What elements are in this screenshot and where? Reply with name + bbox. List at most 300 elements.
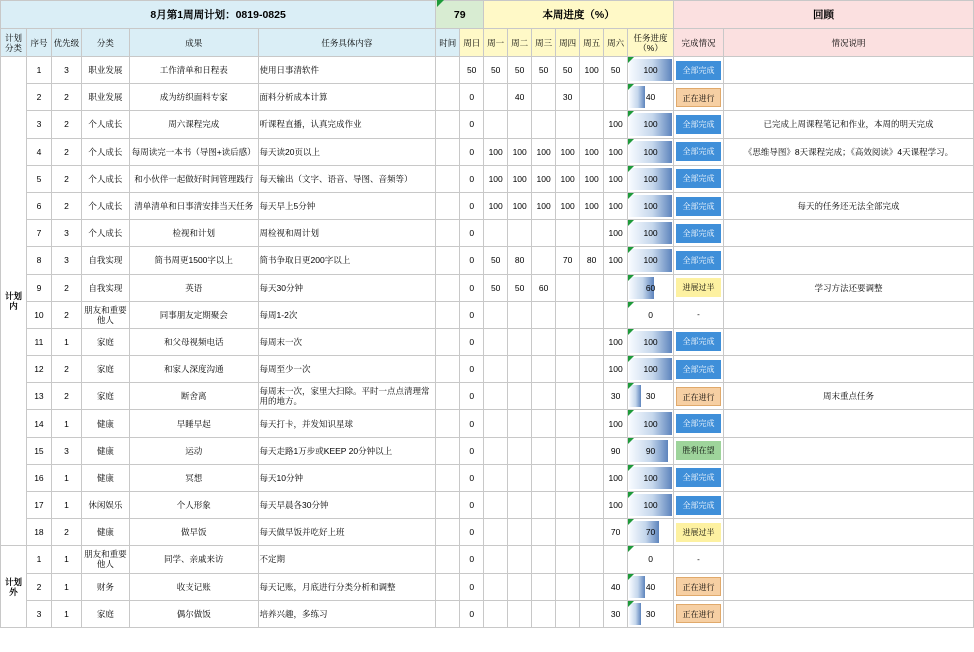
cell-day-tue[interactable]	[508, 600, 532, 627]
cell-day-mon[interactable]	[484, 84, 508, 111]
cell-priority[interactable]: 3	[51, 437, 81, 464]
cell-day-thu[interactable]	[556, 437, 580, 464]
cell-day-sat[interactable]: 70	[604, 519, 628, 546]
cell-day-mon[interactable]	[484, 546, 508, 573]
cell-result[interactable]: 个人形象	[129, 492, 258, 519]
cell-seq[interactable]: 4	[26, 138, 51, 165]
cell-day-thu[interactable]	[556, 111, 580, 138]
cell-day-sun[interactable]: 0	[460, 274, 484, 301]
cell-day-thu[interactable]: 100	[556, 192, 580, 219]
cell-category[interactable]: 职业发展	[81, 84, 129, 111]
cell-day-sat[interactable]: 100	[604, 111, 628, 138]
header-result[interactable]: 成果	[129, 29, 258, 57]
cell-notes[interactable]	[724, 84, 974, 111]
cell-completion[interactable]	[674, 57, 724, 84]
cell-day-tue[interactable]	[508, 356, 532, 383]
cell-day-wed[interactable]	[532, 220, 556, 247]
cell-day-fri[interactable]	[580, 573, 604, 600]
cell-completion[interactable]	[674, 464, 724, 491]
cell-time[interactable]	[436, 220, 460, 247]
cell-day-wed[interactable]: 60	[532, 274, 556, 301]
cell-result[interactable]: 清单清单和日事清安排当天任务	[129, 192, 258, 219]
cell-seq[interactable]: 16	[26, 464, 51, 491]
cell-day-sat[interactable]: 30	[604, 383, 628, 410]
cell-seq[interactable]: 5	[26, 165, 51, 192]
cell-priority[interactable]: 1	[51, 464, 81, 491]
cell-task-detail[interactable]: 周检视和周计划	[258, 220, 436, 247]
cell-time[interactable]	[436, 111, 460, 138]
cell-notes[interactable]: 周末重点任务	[724, 383, 974, 410]
cell-day-sun[interactable]: 0	[460, 437, 484, 464]
cell-day-mon[interactable]	[484, 356, 508, 383]
cell-priority[interactable]: 3	[51, 220, 81, 247]
cell-day-thu[interactable]	[556, 328, 580, 355]
cell-task-progress[interactable]	[628, 84, 674, 111]
cell-task-progress[interactable]	[628, 57, 674, 84]
cell-completion[interactable]	[674, 138, 724, 165]
cell-result[interactable]: 每周读完一本书（导图+读后感）	[129, 138, 258, 165]
cell-day-wed[interactable]	[532, 111, 556, 138]
cell-time[interactable]	[436, 328, 460, 355]
cell-seq[interactable]: 2	[26, 573, 51, 600]
header-category[interactable]: 分类	[81, 29, 129, 57]
cell-time[interactable]	[436, 464, 460, 491]
cell-category[interactable]: 家庭	[81, 383, 129, 410]
cell-task-progress[interactable]	[628, 328, 674, 355]
cell-notes[interactable]: 已完成上周课程笔记和作业，本周的明天完成	[724, 111, 974, 138]
header-completion[interactable]: 完成情况	[674, 29, 724, 57]
cell-day-thu[interactable]	[556, 301, 580, 328]
cell-category[interactable]: 个人成长	[81, 192, 129, 219]
cell-task-progress[interactable]	[628, 573, 674, 600]
cell-result[interactable]: 冥想	[129, 464, 258, 491]
cell-day-sat[interactable]	[604, 546, 628, 573]
cell-task-progress[interactable]	[628, 492, 674, 519]
cell-day-tue[interactable]	[508, 383, 532, 410]
cell-time[interactable]	[436, 410, 460, 437]
cell-day-tue[interactable]: 80	[508, 247, 532, 274]
cell-day-fri[interactable]	[580, 84, 604, 111]
cell-category[interactable]: 自我实现	[81, 247, 129, 274]
cell-day-fri[interactable]	[580, 519, 604, 546]
cell-time[interactable]	[436, 165, 460, 192]
cell-day-thu[interactable]	[556, 519, 580, 546]
cell-day-thu[interactable]: 100	[556, 138, 580, 165]
cell-task-progress[interactable]	[628, 111, 674, 138]
cell-day-tue[interactable]: 100	[508, 192, 532, 219]
cell-day-sun[interactable]: 0	[460, 301, 484, 328]
cell-day-sat[interactable]	[604, 84, 628, 111]
cell-day-sun[interactable]: 0	[460, 383, 484, 410]
cell-day-thu[interactable]: 30	[556, 84, 580, 111]
cell-priority[interactable]: 2	[51, 111, 81, 138]
cell-completion[interactable]	[674, 165, 724, 192]
cell-seq[interactable]: 1	[26, 57, 51, 84]
cell-task-detail[interactable]: 每天做早饭并吃好上班	[258, 519, 436, 546]
cell-completion[interactable]	[674, 274, 724, 301]
cell-day-wed[interactable]: 100	[532, 192, 556, 219]
cell-priority[interactable]: 2	[51, 356, 81, 383]
cell-day-mon[interactable]	[484, 464, 508, 491]
cell-day-tue[interactable]	[508, 546, 532, 573]
cell-result[interactable]: 周六课程完成	[129, 111, 258, 138]
cell-day-mon[interactable]: 100	[484, 138, 508, 165]
cell-time[interactable]	[436, 356, 460, 383]
cell-day-wed[interactable]	[532, 410, 556, 437]
cell-day-sun[interactable]: 0	[460, 84, 484, 111]
cell-seq[interactable]: 6	[26, 192, 51, 219]
cell-notes[interactable]	[724, 165, 974, 192]
cell-day-sat[interactable]: 100	[604, 410, 628, 437]
cell-day-thu[interactable]	[556, 274, 580, 301]
cell-task-detail[interactable]: 每周末一次，家里大扫除。平时一点点清理常用的地方。	[258, 383, 436, 410]
cell-day-tue[interactable]: 100	[508, 138, 532, 165]
section-label[interactable]: 计划内	[1, 57, 27, 546]
cell-notes[interactable]: 《思维导图》8天课程完成；《高效阅读》4天课程学习。	[724, 138, 974, 165]
cell-time[interactable]	[436, 546, 460, 573]
cell-notes[interactable]: 每天的任务还无法全部完成	[724, 192, 974, 219]
cell-category[interactable]: 自我实现	[81, 274, 129, 301]
cell-seq[interactable]: 1	[26, 546, 51, 573]
cell-task-progress[interactable]	[628, 165, 674, 192]
cell-day-tue[interactable]	[508, 573, 532, 600]
cell-result[interactable]: 工作清单和日程表	[129, 57, 258, 84]
cell-day-sun[interactable]: 50	[460, 57, 484, 84]
cell-day-fri[interactable]	[580, 111, 604, 138]
cell-time[interactable]	[436, 247, 460, 274]
cell-day-fri[interactable]	[580, 383, 604, 410]
cell-day-fri[interactable]: 100	[580, 57, 604, 84]
cell-day-thu[interactable]	[556, 600, 580, 627]
cell-category[interactable]: 家庭	[81, 600, 129, 627]
cell-day-fri[interactable]: 100	[580, 138, 604, 165]
cell-day-thu[interactable]	[556, 464, 580, 491]
cell-day-tue[interactable]: 50	[508, 57, 532, 84]
cell-day-tue[interactable]	[508, 301, 532, 328]
cell-completion[interactable]	[674, 220, 724, 247]
cell-day-fri[interactable]	[580, 220, 604, 247]
cell-day-tue[interactable]: 100	[508, 165, 532, 192]
cell-day-fri[interactable]: 100	[580, 192, 604, 219]
cell-day-sat[interactable]: 100	[604, 328, 628, 355]
cell-result[interactable]: 和父母视频电话	[129, 328, 258, 355]
cell-result[interactable]: 同事朋友定期聚会	[129, 301, 258, 328]
cell-notes[interactable]	[724, 247, 974, 274]
cell-notes[interactable]	[724, 492, 974, 519]
cell-time[interactable]	[436, 84, 460, 111]
header-day-sun[interactable]: 周日	[460, 29, 484, 57]
cell-task-detail[interactable]: 每天打卡，并发知识星球	[258, 410, 436, 437]
cell-day-sun[interactable]: 0	[460, 247, 484, 274]
cell-priority[interactable]: 2	[51, 165, 81, 192]
cell-day-sun[interactable]: 0	[460, 138, 484, 165]
cell-category[interactable]: 健康	[81, 410, 129, 437]
cell-notes[interactable]	[724, 437, 974, 464]
header-day-sat[interactable]: 周六	[604, 29, 628, 57]
header-day-tue[interactable]: 周二	[508, 29, 532, 57]
cell-time[interactable]	[436, 519, 460, 546]
cell-task-detail[interactable]: 每周末一次	[258, 328, 436, 355]
cell-day-sun[interactable]: 0	[460, 356, 484, 383]
cell-day-wed[interactable]	[532, 328, 556, 355]
cell-day-thu[interactable]	[556, 410, 580, 437]
cell-priority[interactable]: 1	[51, 328, 81, 355]
cell-result[interactable]: 早睡早起	[129, 410, 258, 437]
cell-completion[interactable]	[674, 301, 724, 328]
cell-day-wed[interactable]	[532, 546, 556, 573]
cell-time[interactable]	[436, 437, 460, 464]
cell-task-progress[interactable]	[628, 247, 674, 274]
cell-seq[interactable]: 17	[26, 492, 51, 519]
cell-day-sun[interactable]: 0	[460, 573, 484, 600]
cell-completion[interactable]	[674, 111, 724, 138]
cell-task-progress[interactable]	[628, 437, 674, 464]
header-day-wed[interactable]: 周三	[532, 29, 556, 57]
cell-notes[interactable]	[724, 519, 974, 546]
cell-completion[interactable]	[674, 84, 724, 111]
cell-day-sat[interactable]: 100	[604, 192, 628, 219]
cell-day-sat[interactable]: 100	[604, 464, 628, 491]
cell-day-sat[interactable]: 50	[604, 57, 628, 84]
cell-task-progress[interactable]	[628, 138, 674, 165]
cell-day-mon[interactable]: 50	[484, 274, 508, 301]
cell-task-detail[interactable]: 每天早晨各30分钟	[258, 492, 436, 519]
cell-task-progress[interactable]	[628, 519, 674, 546]
cell-result[interactable]: 做早饭	[129, 519, 258, 546]
cell-task-progress[interactable]	[628, 464, 674, 491]
cell-category[interactable]: 家庭	[81, 328, 129, 355]
cell-notes[interactable]	[724, 464, 974, 491]
cell-task-detail[interactable]: 简书争取日更200字以上	[258, 247, 436, 274]
cell-day-tue[interactable]: 50	[508, 274, 532, 301]
cell-day-wed[interactable]	[532, 356, 556, 383]
cell-task-detail[interactable]: 每周至少一次	[258, 356, 436, 383]
cell-day-sat[interactable]: 30	[604, 600, 628, 627]
cell-time[interactable]	[436, 192, 460, 219]
cell-day-mon[interactable]	[484, 600, 508, 627]
cell-task-detail[interactable]: 面料分析成本计算	[258, 84, 436, 111]
cell-notes[interactable]	[724, 410, 974, 437]
cell-day-mon[interactable]	[484, 111, 508, 138]
cell-result[interactable]: 和家人深度沟通	[129, 356, 258, 383]
cell-notes[interactable]	[724, 546, 974, 573]
cell-day-tue[interactable]	[508, 437, 532, 464]
cell-task-detail[interactable]: 每天输出（文字、语音、导图、音频等）	[258, 165, 436, 192]
cell-task-detail[interactable]: 听课程直播，认真完成作业	[258, 111, 436, 138]
cell-day-fri[interactable]	[580, 410, 604, 437]
cell-seq[interactable]: 3	[26, 111, 51, 138]
cell-day-mon[interactable]	[484, 383, 508, 410]
cell-seq[interactable]: 14	[26, 410, 51, 437]
cell-day-wed[interactable]	[532, 84, 556, 111]
cell-day-sun[interactable]: 0	[460, 492, 484, 519]
cell-day-mon[interactable]	[484, 328, 508, 355]
cell-time[interactable]	[436, 274, 460, 301]
cell-day-fri[interactable]	[580, 437, 604, 464]
cell-notes[interactable]	[724, 301, 974, 328]
cell-time[interactable]	[436, 301, 460, 328]
header-task-progress[interactable]: 任务进度（%）	[628, 29, 674, 57]
cell-seq[interactable]: 3	[26, 600, 51, 627]
cell-day-fri[interactable]	[580, 274, 604, 301]
cell-day-sun[interactable]: 0	[460, 519, 484, 546]
cell-result[interactable]: 运动	[129, 437, 258, 464]
cell-day-thu[interactable]: 100	[556, 165, 580, 192]
header-day-mon[interactable]: 周一	[484, 29, 508, 57]
cell-result[interactable]: 简书周更1500字以上	[129, 247, 258, 274]
cell-day-thu[interactable]	[556, 383, 580, 410]
cell-day-sun[interactable]: 0	[460, 192, 484, 219]
cell-day-wed[interactable]	[532, 519, 556, 546]
cell-category[interactable]: 休闲娱乐	[81, 492, 129, 519]
cell-task-detail[interactable]: 每天读20页以上	[258, 138, 436, 165]
cell-day-mon[interactable]: 100	[484, 165, 508, 192]
cell-day-thu[interactable]	[556, 492, 580, 519]
cell-day-wed[interactable]	[532, 600, 556, 627]
cell-day-tue[interactable]	[508, 410, 532, 437]
cell-task-progress[interactable]	[628, 274, 674, 301]
cell-day-wed[interactable]	[532, 437, 556, 464]
cell-result[interactable]: 偶尔做饭	[129, 600, 258, 627]
cell-day-fri[interactable]	[580, 301, 604, 328]
cell-day-sat[interactable]: 100	[604, 492, 628, 519]
cell-day-tue[interactable]	[508, 111, 532, 138]
cell-day-mon[interactable]	[484, 573, 508, 600]
cell-day-sun[interactable]: 0	[460, 328, 484, 355]
cell-category[interactable]: 个人成长	[81, 138, 129, 165]
cell-category[interactable]: 健康	[81, 519, 129, 546]
cell-priority[interactable]: 2	[51, 519, 81, 546]
review-group-header[interactable]: 回顾	[674, 1, 974, 29]
cell-day-thu[interactable]	[556, 546, 580, 573]
cell-day-wed[interactable]	[532, 247, 556, 274]
cell-task-progress[interactable]	[628, 410, 674, 437]
cell-priority[interactable]: 1	[51, 573, 81, 600]
cell-notes[interactable]	[724, 573, 974, 600]
cell-day-sat[interactable]	[604, 301, 628, 328]
cell-day-mon[interactable]: 50	[484, 247, 508, 274]
progress-group-header[interactable]: 本周进度（%）	[484, 1, 674, 29]
cell-task-detail[interactable]: 每周1-2次	[258, 301, 436, 328]
header-day-thu[interactable]: 周四	[556, 29, 580, 57]
cell-day-sun[interactable]: 0	[460, 111, 484, 138]
cell-task-detail[interactable]: 每天走路1万步或KEEP 20分钟以上	[258, 437, 436, 464]
cell-result[interactable]: 检视和计划	[129, 220, 258, 247]
cell-notes[interactable]	[724, 220, 974, 247]
cell-time[interactable]	[436, 573, 460, 600]
cell-priority[interactable]: 3	[51, 57, 81, 84]
cell-completion[interactable]	[674, 492, 724, 519]
cell-day-sun[interactable]: 0	[460, 546, 484, 573]
cell-notes[interactable]	[724, 356, 974, 383]
cell-seq[interactable]: 2	[26, 84, 51, 111]
cell-day-mon[interactable]	[484, 301, 508, 328]
cell-day-wed[interactable]	[532, 464, 556, 491]
cell-completion[interactable]	[674, 546, 724, 573]
cell-day-sun[interactable]: 0	[460, 220, 484, 247]
cell-time[interactable]	[436, 383, 460, 410]
cell-day-sat[interactable]	[604, 274, 628, 301]
cell-day-tue[interactable]	[508, 328, 532, 355]
cell-completion[interactable]	[674, 410, 724, 437]
cell-seq[interactable]: 18	[26, 519, 51, 546]
cell-task-progress[interactable]	[628, 301, 674, 328]
cell-seq[interactable]: 13	[26, 383, 51, 410]
cell-day-fri[interactable]	[580, 492, 604, 519]
cell-completion[interactable]	[674, 519, 724, 546]
cell-day-wed[interactable]	[532, 301, 556, 328]
cell-priority[interactable]: 2	[51, 138, 81, 165]
cell-priority[interactable]: 1	[51, 410, 81, 437]
cell-day-thu[interactable]	[556, 220, 580, 247]
cell-notes[interactable]	[724, 328, 974, 355]
cell-task-detail[interactable]: 每天30分钟	[258, 274, 436, 301]
cell-day-wed[interactable]: 100	[532, 165, 556, 192]
cell-day-sun[interactable]: 0	[460, 165, 484, 192]
cell-notes[interactable]	[724, 600, 974, 627]
cell-result[interactable]: 同学、亲戚来访	[129, 546, 258, 573]
cell-seq[interactable]: 9	[26, 274, 51, 301]
cell-day-sat[interactable]: 100	[604, 165, 628, 192]
cell-task-progress[interactable]	[628, 356, 674, 383]
weekly-total-progress[interactable]: 79	[436, 1, 484, 29]
cell-time[interactable]	[436, 492, 460, 519]
cell-time[interactable]	[436, 600, 460, 627]
cell-category[interactable]: 财务	[81, 573, 129, 600]
cell-day-sat[interactable]: 100	[604, 138, 628, 165]
cell-seq[interactable]: 15	[26, 437, 51, 464]
cell-day-fri[interactable]	[580, 328, 604, 355]
cell-day-fri[interactable]: 100	[580, 165, 604, 192]
cell-day-fri[interactable]: 80	[580, 247, 604, 274]
cell-category[interactable]: 家庭	[81, 356, 129, 383]
cell-day-fri[interactable]	[580, 546, 604, 573]
cell-priority[interactable]: 1	[51, 600, 81, 627]
header-notes[interactable]: 情况说明	[724, 29, 974, 57]
cell-day-tue[interactable]	[508, 464, 532, 491]
cell-day-tue[interactable]	[508, 492, 532, 519]
cell-completion[interactable]	[674, 192, 724, 219]
cell-day-wed[interactable]: 100	[532, 138, 556, 165]
cell-priority[interactable]: 1	[51, 492, 81, 519]
cell-result[interactable]: 断舍离	[129, 383, 258, 410]
cell-category[interactable]: 朋友和重要他人	[81, 546, 129, 573]
cell-day-sat[interactable]: 100	[604, 356, 628, 383]
cell-completion[interactable]	[674, 600, 724, 627]
cell-category[interactable]: 职业发展	[81, 57, 129, 84]
cell-priority[interactable]: 3	[51, 247, 81, 274]
cell-day-mon[interactable]: 100	[484, 192, 508, 219]
cell-completion[interactable]	[674, 437, 724, 464]
cell-priority[interactable]: 2	[51, 192, 81, 219]
cell-day-fri[interactable]	[580, 356, 604, 383]
cell-day-wed[interactable]	[532, 573, 556, 600]
cell-completion[interactable]	[674, 247, 724, 274]
cell-time[interactable]	[436, 138, 460, 165]
cell-priority[interactable]: 2	[51, 301, 81, 328]
cell-time[interactable]	[436, 57, 460, 84]
sheet-title[interactable]: 8月第1周周计划：0819-0825	[1, 1, 436, 29]
cell-day-sat[interactable]: 40	[604, 573, 628, 600]
cell-day-mon[interactable]	[484, 437, 508, 464]
cell-result[interactable]: 英语	[129, 274, 258, 301]
header-day-fri[interactable]: 周五	[580, 29, 604, 57]
cell-priority[interactable]: 2	[51, 383, 81, 410]
cell-completion[interactable]	[674, 573, 724, 600]
cell-seq[interactable]: 7	[26, 220, 51, 247]
cell-day-thu[interactable]: 50	[556, 57, 580, 84]
cell-task-progress[interactable]	[628, 220, 674, 247]
